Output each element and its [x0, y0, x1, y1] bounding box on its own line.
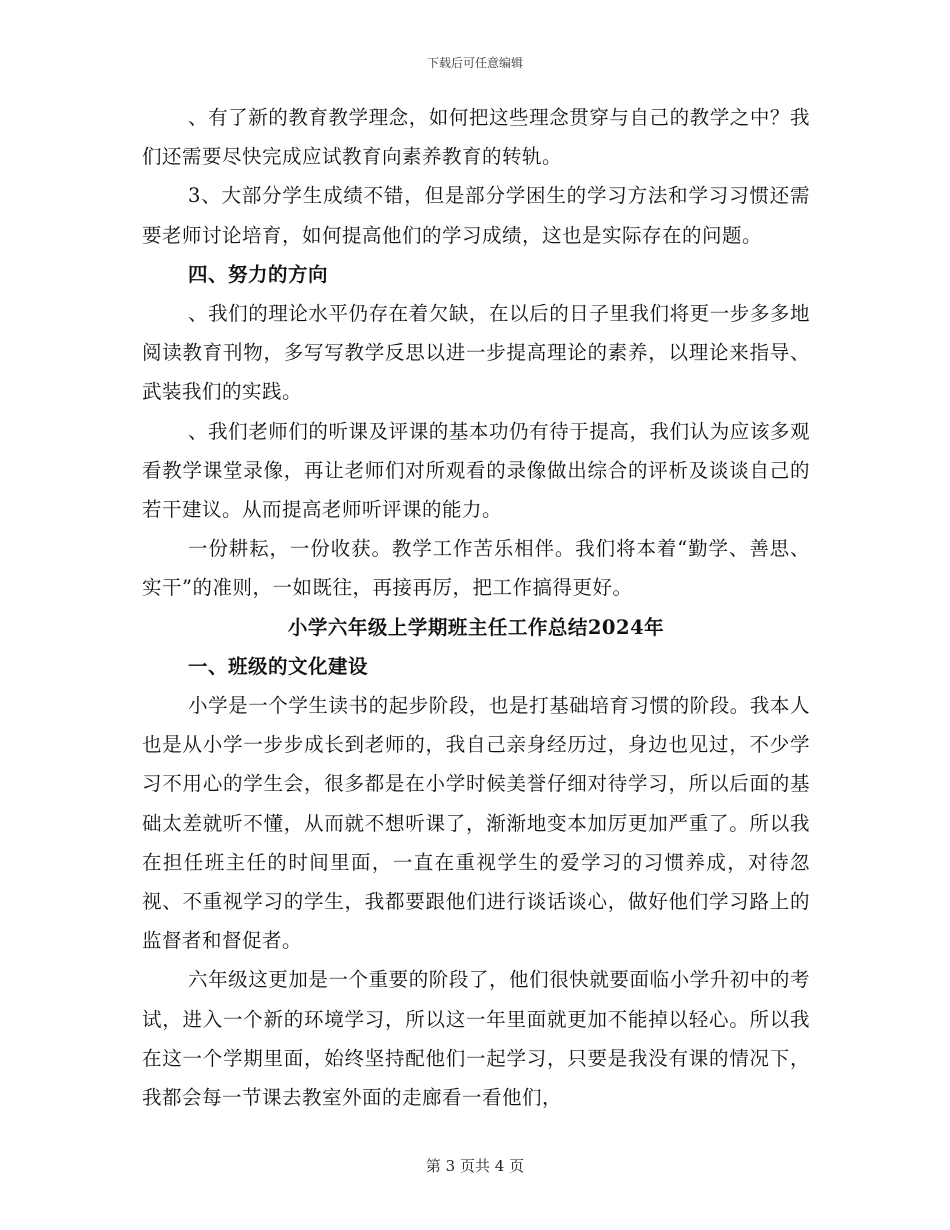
page-header: 下载后可任意编辑: [426, 56, 523, 70]
document-title: 小学六年级上学期班主任工作总结2024年: [287, 615, 665, 639]
paragraph-3: 、我们的理论水平仍存在着欠缺，在以后的日子里我们将更一步多多地阅读教育刊物，多写写教学反思以进一步提高理论的素养，以理论来指导、武装我们的实践。: [142, 302, 810, 404]
document-body: [142, 98, 810, 1117]
page-footer: 第 3 页共 4 页: [425, 1157, 525, 1175]
paragraph-7: 六年级这更加是一个重要的阶段了，他们很快就要面临小学升初中的考试，进入一个新的环境学习，所以这一年里面就更加不能掉以轻心。所以我在这一个学期里面，始终坚持配他们一起学习，只要是我没有课的情况下，我都会每一节课去教室外面的走廊看一看他们，: [142, 968, 810, 1110]
paragraph-5: 一份耕耘，一份收获。教学工作苦乐相伴。我们将本着“勤学、善思、实干”的准则，一如既往，再接再厉，把工作搞得更好。: [142, 537, 810, 600]
section-heading-effort-direction: 四、努力的方向: [188, 262, 329, 286]
paragraph-6: 小学是一个学生读书的起步阶段，也是打基础培育习惯的阶段。我本人也是从小学一步步成长到老师的，我自己亲身经历过，身边也见过，不少学习不用心的学生会，很多都是在小学时候美誉仔细对待学习，所以后面的基础太差就听不懂，从而就不想听课了，渐渐地变本加厉更加严重了。所以我在担任班主任的时间里面，一直在重视学生的爱学习的习惯养成，对待忽视、不重视学习的学生，我都要跟他们进行谈话谈心，做好他们学习路上的监督者和督促者。: [142, 694, 810, 953]
paragraph-1: 、有了新的教育教学理念，如何把这些理念贯穿与自己的教学之中？我们还需要尽快完成应试教育向素养教育的转轨。: [142, 106, 810, 169]
paragraph-4: 、我们老师们的听课及评课的基本功仍有待于提高，我们认为应该多观看教学课堂录像，再让老师们对所观看的录像做出综合的评析及谈谈自己的若干建议。从而提高老师听评课的能力。: [142, 419, 810, 522]
paragraph-2: 3、大部分学生成绩不错，但是部分学困生的学习方法和学习习惯还需要老师讨论培育，如何提高他们的学习成绩，这也是实际存在的问题。: [142, 184, 810, 247]
section-heading-class-culture: 一、班级的文化建设: [188, 654, 369, 678]
